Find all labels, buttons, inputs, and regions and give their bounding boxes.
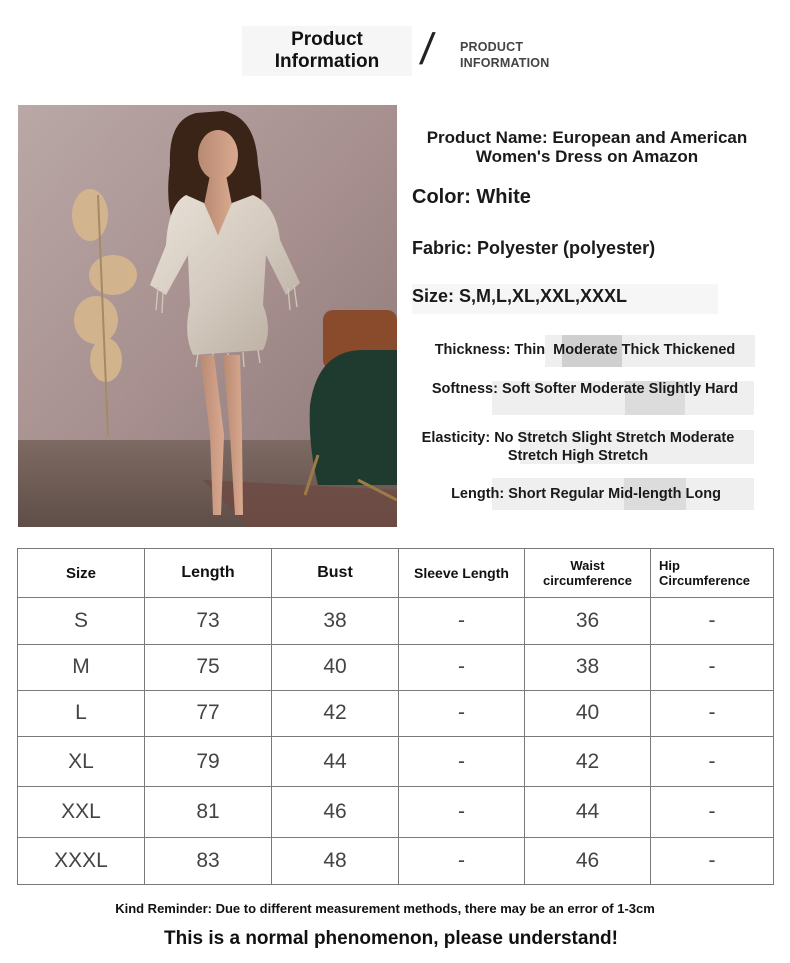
length-row <box>414 485 758 503</box>
cell-waist: 46 <box>525 837 651 884</box>
table-row <box>18 737 774 787</box>
softness-option-softer: Softer <box>534 381 577 397</box>
header-length: Length <box>145 549 272 598</box>
cell-sleeve: - <box>399 598 525 644</box>
product-photo <box>18 105 397 527</box>
thickness-label: Thickness: <box>434 342 511 358</box>
header-bust: Bust <box>272 549 399 598</box>
size-chart-table <box>17 548 774 885</box>
table-row <box>18 690 774 736</box>
cell-length: 83 <box>145 837 272 884</box>
cell-bust: 40 <box>272 644 399 690</box>
cell-length: 81 <box>145 787 272 837</box>
cell-bust: 42 <box>272 690 399 736</box>
cell-length: 75 <box>145 644 272 690</box>
cell-size: XXXL <box>18 837 145 884</box>
thickness-option-thickened: Thickened <box>663 342 736 358</box>
cell-sleeve: - <box>399 787 525 837</box>
thickness-option-thin: Thin <box>514 342 546 358</box>
table-row <box>18 598 774 644</box>
title-divider: / <box>417 25 437 74</box>
thickness-option-thick: Thick <box>621 342 660 358</box>
table-header-row <box>18 549 774 598</box>
cell-size: XL <box>18 737 145 787</box>
subtitle-line-2: INFORMATION <box>460 56 550 70</box>
cell-hip: - <box>651 787 774 837</box>
cell-hip: - <box>651 644 774 690</box>
cell-sleeve: - <box>399 737 525 787</box>
cell-hip: - <box>651 837 774 884</box>
length-label: Length: <box>451 486 505 502</box>
elasticity-label: Elasticity: <box>421 430 491 446</box>
table-row <box>18 787 774 837</box>
length-option-regular: Regular <box>550 486 605 502</box>
softness-option-slightly-hard: Slightly Hard <box>648 381 739 397</box>
cell-waist: 44 <box>525 787 651 837</box>
header-sleeve-length: Sleeve Length <box>399 549 525 598</box>
cell-sleeve: - <box>399 690 525 736</box>
cell-waist: 38 <box>525 644 651 690</box>
elasticity-option-slight-stretch: Slight Stretch <box>571 430 666 446</box>
header-hip: Hip Circumference <box>651 549 774 598</box>
elasticity-option-high-stretch: High Stretch <box>561 448 649 464</box>
measurement-reminder: Kind Reminder: Due to different measurement methods, there may be an error of 1-3cm <box>115 901 655 916</box>
cell-waist: 40 <box>525 690 651 736</box>
cell-hip: - <box>651 690 774 736</box>
cell-length: 79 <box>145 737 272 787</box>
length-option-mid-length: Mid-length <box>608 486 682 502</box>
elasticity-option-no-stretch: No Stretch <box>494 430 568 446</box>
cell-length: 73 <box>145 598 272 644</box>
cell-bust: 38 <box>272 598 399 644</box>
cell-length: 77 <box>145 690 272 736</box>
cell-waist: 42 <box>525 737 651 787</box>
cell-sleeve: - <box>399 837 525 884</box>
subtitle-line-1: PRODUCT <box>460 40 524 54</box>
cell-waist: 36 <box>525 598 651 644</box>
thickness-option-moderate: Moderate <box>553 342 618 358</box>
elasticity-option-moderate-stretch: Moderate Stretch <box>507 430 735 464</box>
cell-bust: 44 <box>272 737 399 787</box>
title-line-1: Product <box>291 29 363 50</box>
cell-hip: - <box>651 737 774 787</box>
reminder-note: This is a normal phenomenon, please understand! <box>164 928 618 949</box>
cell-size: S <box>18 598 145 644</box>
softness-row <box>420 380 750 398</box>
cell-sleeve: - <box>399 644 525 690</box>
thickness-row <box>412 341 758 359</box>
softness-option-soft: Soft <box>502 381 531 397</box>
cell-bust: 46 <box>272 787 399 837</box>
table-row <box>18 837 774 884</box>
product-sizes: Size: S,M,L,XL,XXL,XXXL <box>412 286 628 306</box>
cell-size: M <box>18 644 145 690</box>
header-waist: Waist circumference <box>525 549 651 598</box>
product-fabric: Fabric: Polyester (polyester) <box>412 238 656 258</box>
product-information-subtitle <box>460 39 549 71</box>
softness-label: Softness: <box>431 381 498 397</box>
length-option-long: Long <box>685 486 721 502</box>
cell-hip: - <box>651 598 774 644</box>
cell-size: XXL <box>18 787 145 837</box>
product-name: Product Name: European and American Women's Dress on Amazon <box>426 128 748 166</box>
length-option-short: Short <box>508 486 547 502</box>
product-color: Color: White <box>412 186 531 208</box>
product-information-title <box>242 26 412 76</box>
title-line-2: Information <box>274 51 380 72</box>
header-size: Size <box>18 549 145 598</box>
elasticity-row <box>418 429 738 465</box>
table-row <box>18 644 774 690</box>
cell-bust: 48 <box>272 837 399 884</box>
softness-option-moderate: Moderate <box>580 381 645 397</box>
cell-size: L <box>18 690 145 736</box>
